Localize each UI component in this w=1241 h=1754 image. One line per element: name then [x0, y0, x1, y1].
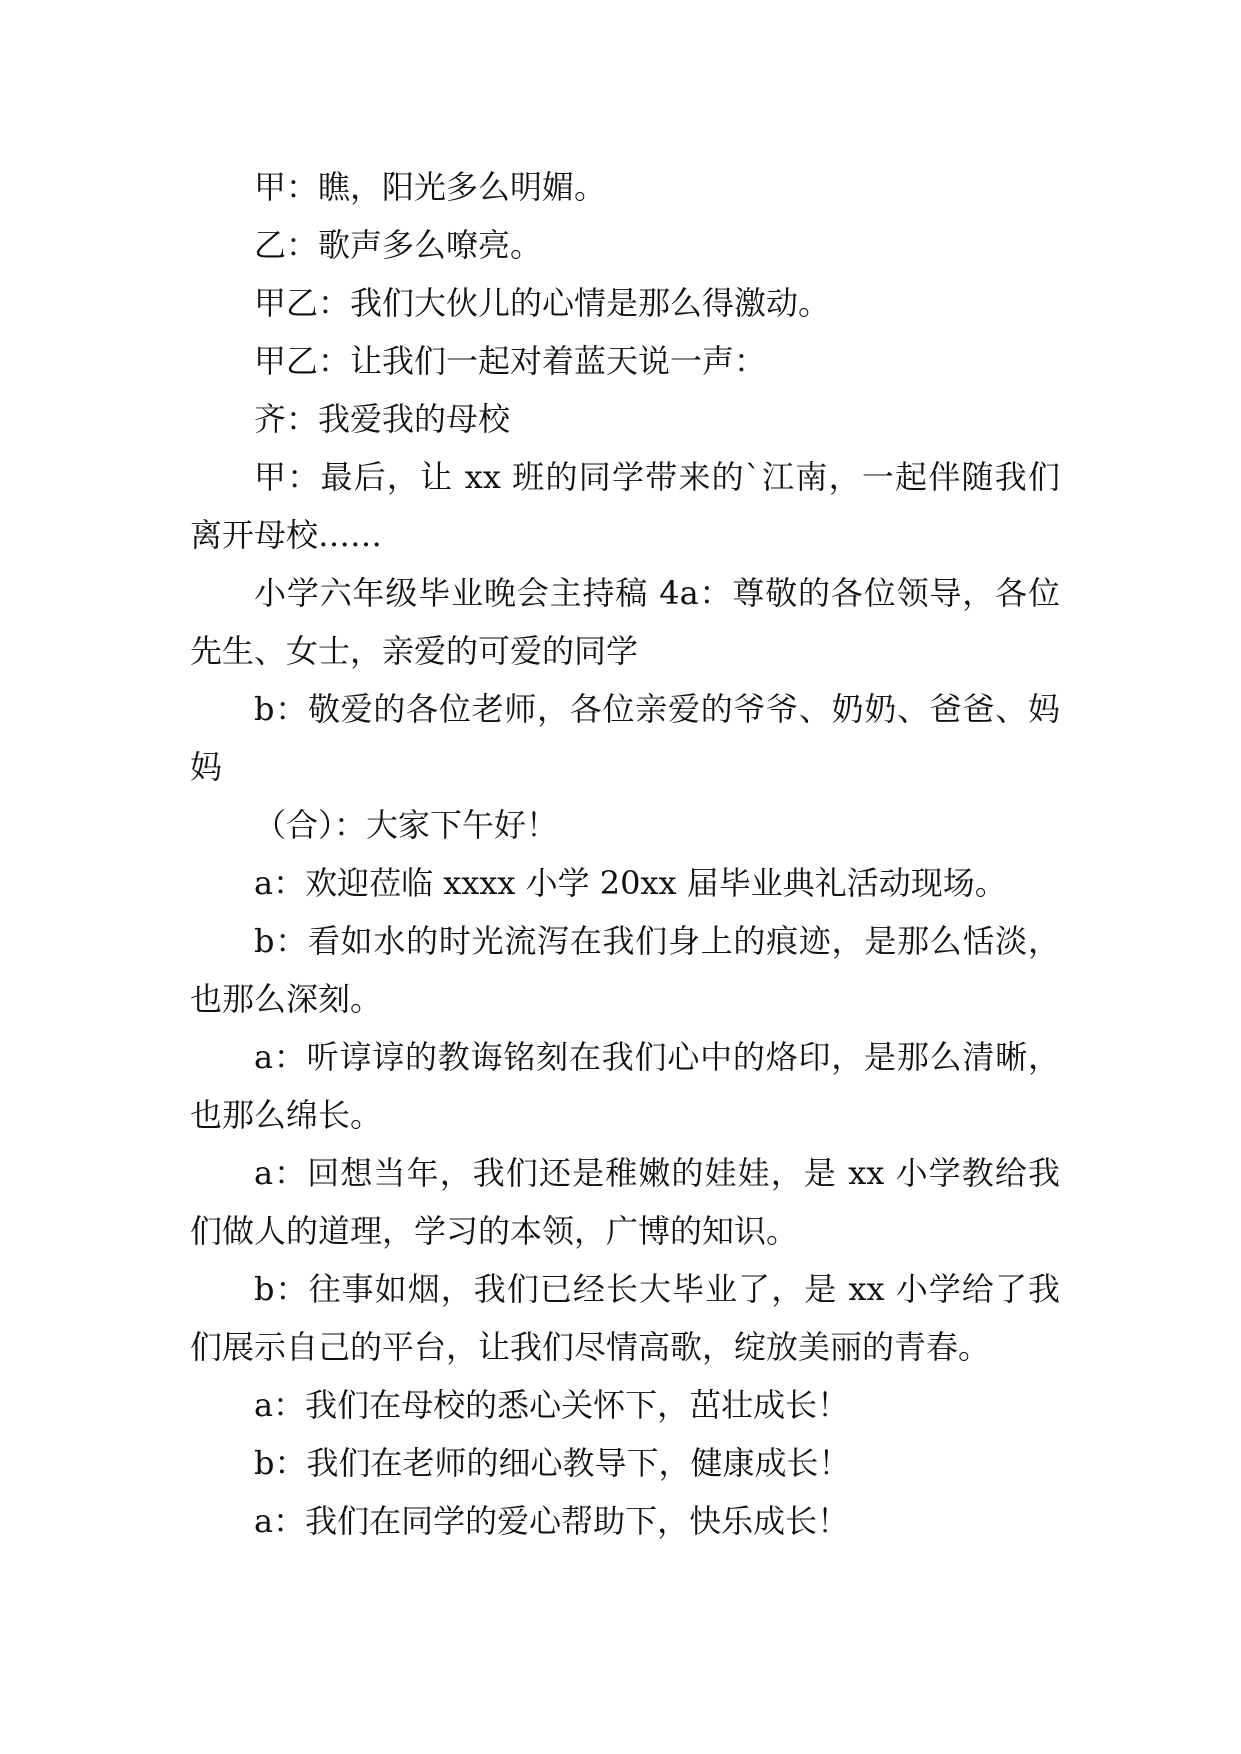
paragraph: a：听谆谆的教诲铭刻在我们心中的烙印，是那么清晰，也那么绵长。: [190, 1038, 1060, 1134]
paragraph: a：欢迎莅临 xxxx 小学 20xx 届毕业典礼活动现场。: [254, 864, 1007, 902]
paragraph: b：我们在老师的细心教导下，健康成长！: [254, 1444, 851, 1482]
paragraph: a：回想当年，我们还是稚嫩的娃娃，是 xx 小学教给我们做人的道理，学习的本领，广博的知识。: [190, 1154, 1060, 1250]
paragraph: b：看如水的时光流泻在我们身上的痕迹，是那么恬淡，也那么深刻。: [190, 922, 1060, 1018]
paragraph: a：我们在母校的悉心关怀下，茁壮成长！: [254, 1386, 850, 1424]
paragraph: 小学六年级毕业晚会主持稿 4a：尊敬的各位领导，各位先生、女士，亲爱的可爱的同学: [190, 574, 1060, 670]
paragraph: （合）：大家下午好！: [254, 806, 559, 844]
paragraph: 甲：最后，让 xx 班的同学带来的`江南，一起伴随我们离开母校……: [190, 458, 1060, 554]
paragraph: a：我们在同学的爱心帮助下，快乐成长！: [254, 1502, 850, 1540]
document-body: [190, 158, 1060, 1550]
paragraph: b：敬爱的各位老师，各位亲爱的爷爷、奶奶、爸爸、妈妈: [190, 690, 1060, 786]
paragraph: 甲乙：我们大伙儿的心情是那么得激动。: [254, 284, 831, 322]
paragraph: b：往事如烟，我们已经长大毕业了，是 xx 小学给了我们展示自己的平台，让我们尽情高歌，绽放美丽的青春。: [190, 1270, 1060, 1366]
paragraph: 齐：我爱我的母校: [254, 400, 511, 438]
paragraph: 乙：歌声多么嘹亮。: [254, 226, 543, 264]
paragraph: 甲乙：让我们一起对着蓝天说一声：: [254, 342, 767, 380]
paragraph: 甲：瞧，阳光多么明媚。: [254, 168, 607, 206]
